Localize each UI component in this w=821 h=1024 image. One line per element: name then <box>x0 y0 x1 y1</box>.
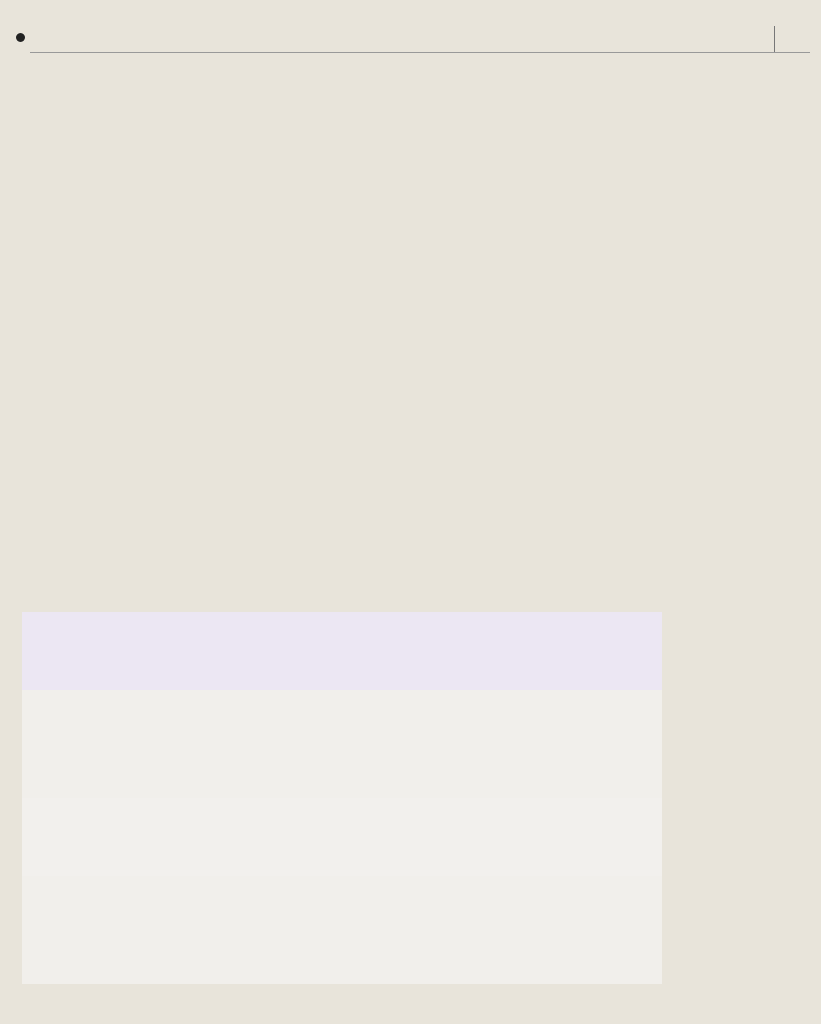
photo-band-bottom <box>22 798 662 876</box>
header-rule <box>30 52 810 53</box>
column-1 <box>24 214 134 220</box>
page-number <box>774 26 804 52</box>
page-header <box>0 0 821 60</box>
class-photo <box>22 612 662 984</box>
photo-band-top <box>22 612 662 690</box>
bullet-icon <box>16 33 25 42</box>
